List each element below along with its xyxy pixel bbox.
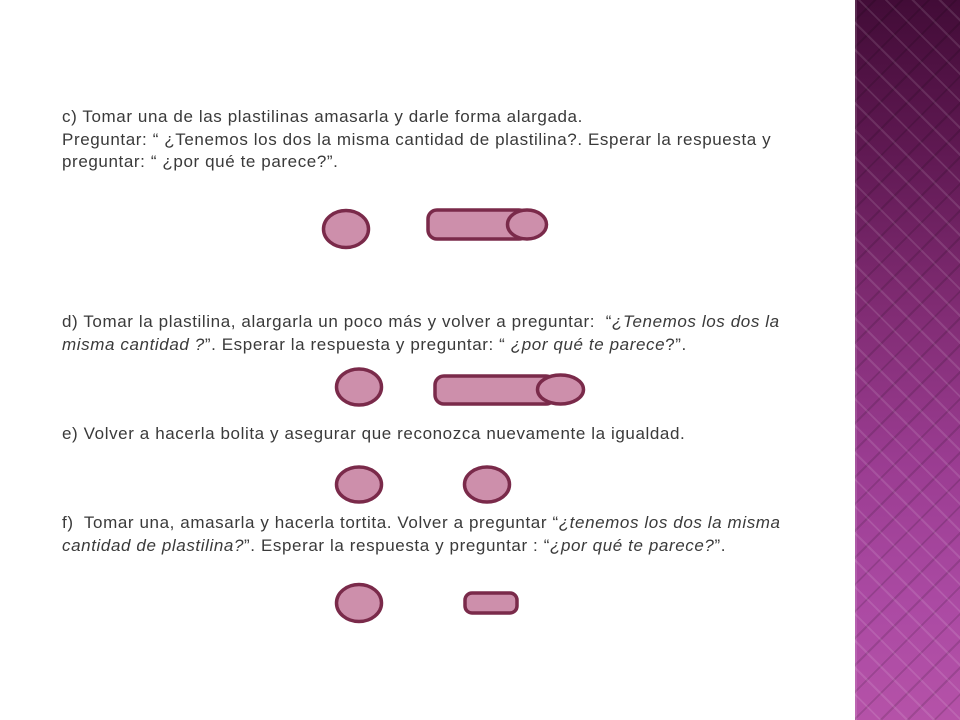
decorative-side-panel — [855, 0, 960, 720]
question-text-italic: misma cantidad ? — [62, 334, 205, 354]
text-segment: ”. — [714, 535, 727, 555]
text-segment: ”. Esperar la respuesta y preguntar: “ — [204, 334, 511, 354]
step-c-clay-pair — [324, 210, 547, 248]
text-segment: d) Tomar la plastilina, alargarla un poco más y volver a preguntar: “ — [62, 312, 613, 331]
clay-ball — [337, 369, 382, 405]
text-segment: ?”. — [665, 334, 687, 354]
text-segment: Preguntar: “ ¿Tenemos los dos la misma cantidad de plastilina?. Esperar la respuesta y — [62, 129, 772, 149]
clay-roll-end — [508, 210, 547, 239]
question-text-italic: ¿por qué te parece? — [549, 535, 715, 555]
text-segment: ”. Esperar la respuesta y preguntar : “ — [244, 535, 550, 555]
text-segment: preguntar: “ ¿por qué te parece?”. — [62, 152, 339, 171]
side-panel-edge — [855, 0, 857, 720]
clay-ball — [337, 467, 382, 502]
question-text-italic: cantidad de plastilina? — [62, 535, 245, 555]
text-segment: c) Tomar una de las plastilinas amasarla y darle forma alargada. — [62, 107, 583, 126]
clay-ball — [337, 585, 382, 622]
text-segment: e) Volver a hacerla bolita y asegurar que reconozca nuevamente la igualdad. — [62, 424, 686, 443]
question-text-italic: ¿por qué te parece — [510, 334, 666, 354]
clay-flat-tortita — [465, 593, 517, 613]
clay-ball — [324, 211, 369, 248]
text-segment: f) Tomar una, amasarla y hacerla tortita. Volver a preguntar “ — [62, 513, 559, 532]
question-text-italic: ¿tenemos los dos la misma — [558, 513, 781, 532]
step-f-clay-pair — [337, 585, 518, 622]
clay-ball — [465, 467, 510, 502]
question-text-italic: ¿Tenemos los dos la — [612, 312, 780, 331]
step-e-clay-pair — [337, 467, 510, 502]
step-d-clay-pair — [337, 369, 584, 405]
clay-long-roll-end — [538, 375, 584, 404]
